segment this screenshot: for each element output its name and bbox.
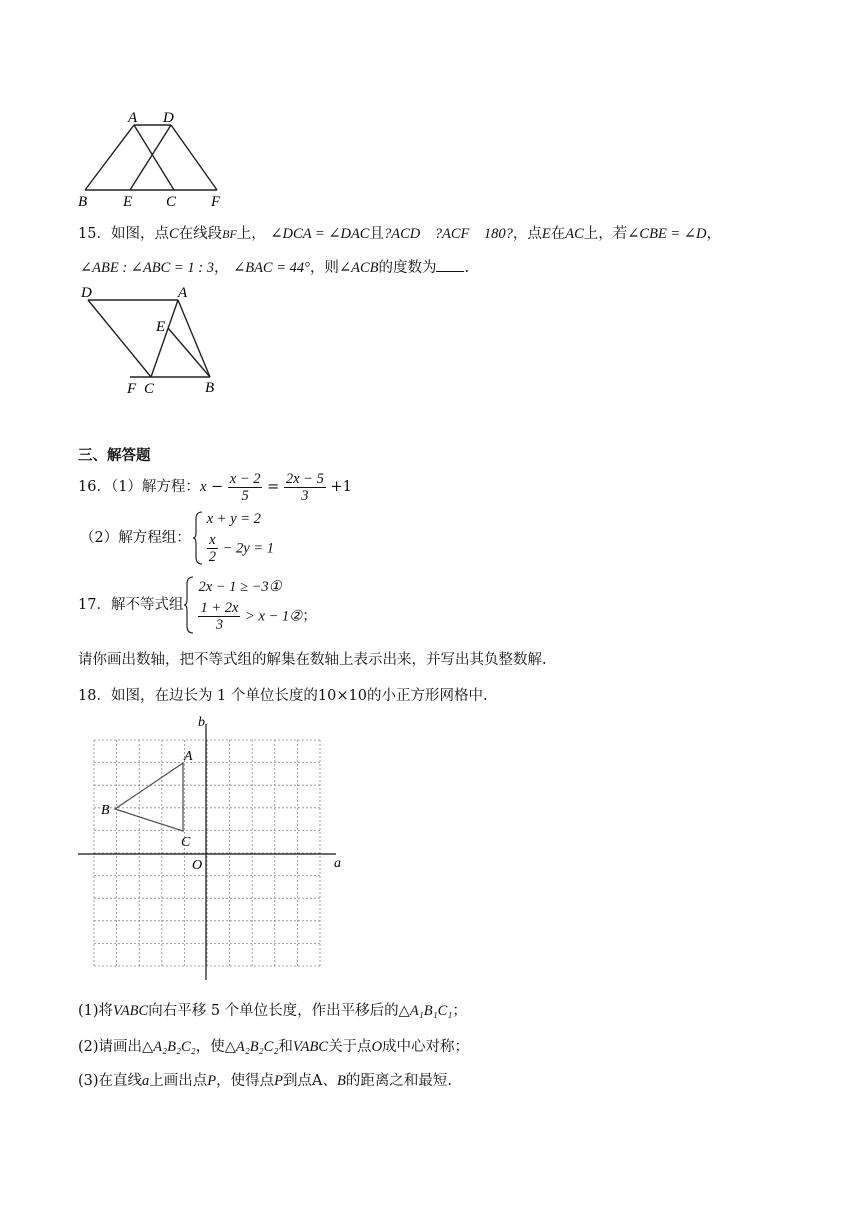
text: ， [706, 226, 721, 242]
axis-label-b: b [198, 715, 205, 730]
math: ∠BAC = 44° [233, 260, 310, 276]
label-f: F [127, 381, 137, 397]
label-b: B [205, 380, 215, 396]
math: ∠ABE : ∠ABC = 1 : 3 [80, 260, 214, 276]
axis-label-a: a [334, 856, 341, 871]
text: 如图，在边长为 1 个单位长度的 [110, 688, 318, 704]
question-number: 16． [78, 479, 111, 495]
label-c: C [144, 381, 155, 397]
question-17-instruction: 请你画出数轴，把不等式组的解集在数轴上表示出来，并写出其负整数解. [78, 652, 547, 668]
text: 上， [236, 226, 266, 242]
label-f: F [211, 194, 221, 210]
text: 且 [369, 226, 384, 242]
brace-icon [193, 511, 203, 565]
coordinate-grid [70, 712, 355, 986]
math: E [541, 226, 551, 242]
brace-icon [184, 576, 194, 634]
section-title: 三、解答题 [78, 448, 151, 464]
text: 在 [550, 226, 566, 242]
text: 解不等式组 [110, 597, 184, 613]
label-d: D [81, 285, 92, 301]
label-d: D [163, 110, 174, 126]
math: C [168, 226, 179, 242]
label-a: A [178, 285, 188, 301]
question-18-part1: (1)将VABC向右平移 5 个单位长度，作出平移后的△A₁B₁C₁； [78, 1003, 467, 1019]
question-16-part2 [80, 510, 274, 565]
figure-q15 [72, 282, 232, 400]
question-number: 15． [78, 226, 111, 242]
fraction: $\frac{x - 2}{5}$ [229, 470, 261, 504]
answer-blank[interactable] [436, 257, 464, 272]
math: ∠ACB [338, 260, 379, 276]
text: （1）解方程： [110, 479, 200, 495]
math: +1 [330, 479, 352, 495]
label-e: E [156, 319, 166, 335]
text: ，则 [309, 260, 339, 276]
math: ∠DCA = ∠DAC [270, 226, 370, 242]
equation-line-1: x + y = 2 [206, 511, 261, 527]
point-label-c: C [181, 835, 191, 850]
question-18-part3: (3)在直线a上画出点P，使得点P到点A、B的距离之和最短. [78, 1073, 452, 1089]
text: （2）解方程组： [80, 529, 191, 546]
text: 上，若 [583, 226, 628, 242]
point-label-a: A [184, 749, 193, 764]
text: 在线段 [178, 226, 223, 242]
text: . [464, 260, 470, 276]
inequality-2: $\frac{1 + 2x}{3}$ > x − 1②； [200, 599, 317, 633]
question-number: 18． [78, 688, 111, 704]
question-17 [78, 576, 317, 634]
label-a: A [128, 110, 138, 126]
point-label-b: B [101, 803, 110, 818]
math: ?ACD ?ACF 180? [383, 226, 513, 242]
origin-label: O [192, 858, 203, 873]
question-16-part1 [78, 469, 352, 505]
label-e: E [123, 194, 133, 210]
equation-line-2: $\frac{x}{2}$ − 2y = 1 [208, 532, 274, 565]
label-b: B [78, 194, 88, 210]
math: ∠CBE = ∠D [627, 226, 707, 242]
text: 的小正方形网格中. [366, 688, 488, 704]
question-15-line1 [78, 224, 721, 244]
math: x [199, 479, 207, 495]
question-number: 17． [78, 597, 111, 613]
triangle-abc [115, 763, 183, 831]
question-18-part2: (2)请画出△A₂B₂C₂，使△A₂B₂C₂和VABC关于点O成中心对称； [78, 1039, 470, 1055]
text: 的度数为 [378, 260, 437, 276]
fraction: $\frac{2x - 5}{3}$ [285, 470, 324, 504]
question-18-intro [78, 686, 488, 706]
text: 如图，点 [110, 226, 169, 242]
text: ，点 [512, 226, 542, 242]
math: 10×10 [317, 688, 367, 704]
math: BF [222, 227, 237, 241]
text: ， [213, 260, 229, 276]
figure-parallelogram-abdf [70, 105, 240, 210]
inequality-1: 2x − 1 ≥ −3① [198, 578, 282, 595]
math: AC [565, 226, 584, 242]
label-c: C [166, 194, 177, 210]
question-15-line2 [80, 257, 469, 278]
math: − [210, 479, 224, 495]
fraction: $\frac{x}{2}$ [208, 532, 216, 565]
math: = [267, 479, 280, 495]
fraction: $\frac{1 + 2x}{3}$ [200, 599, 239, 633]
